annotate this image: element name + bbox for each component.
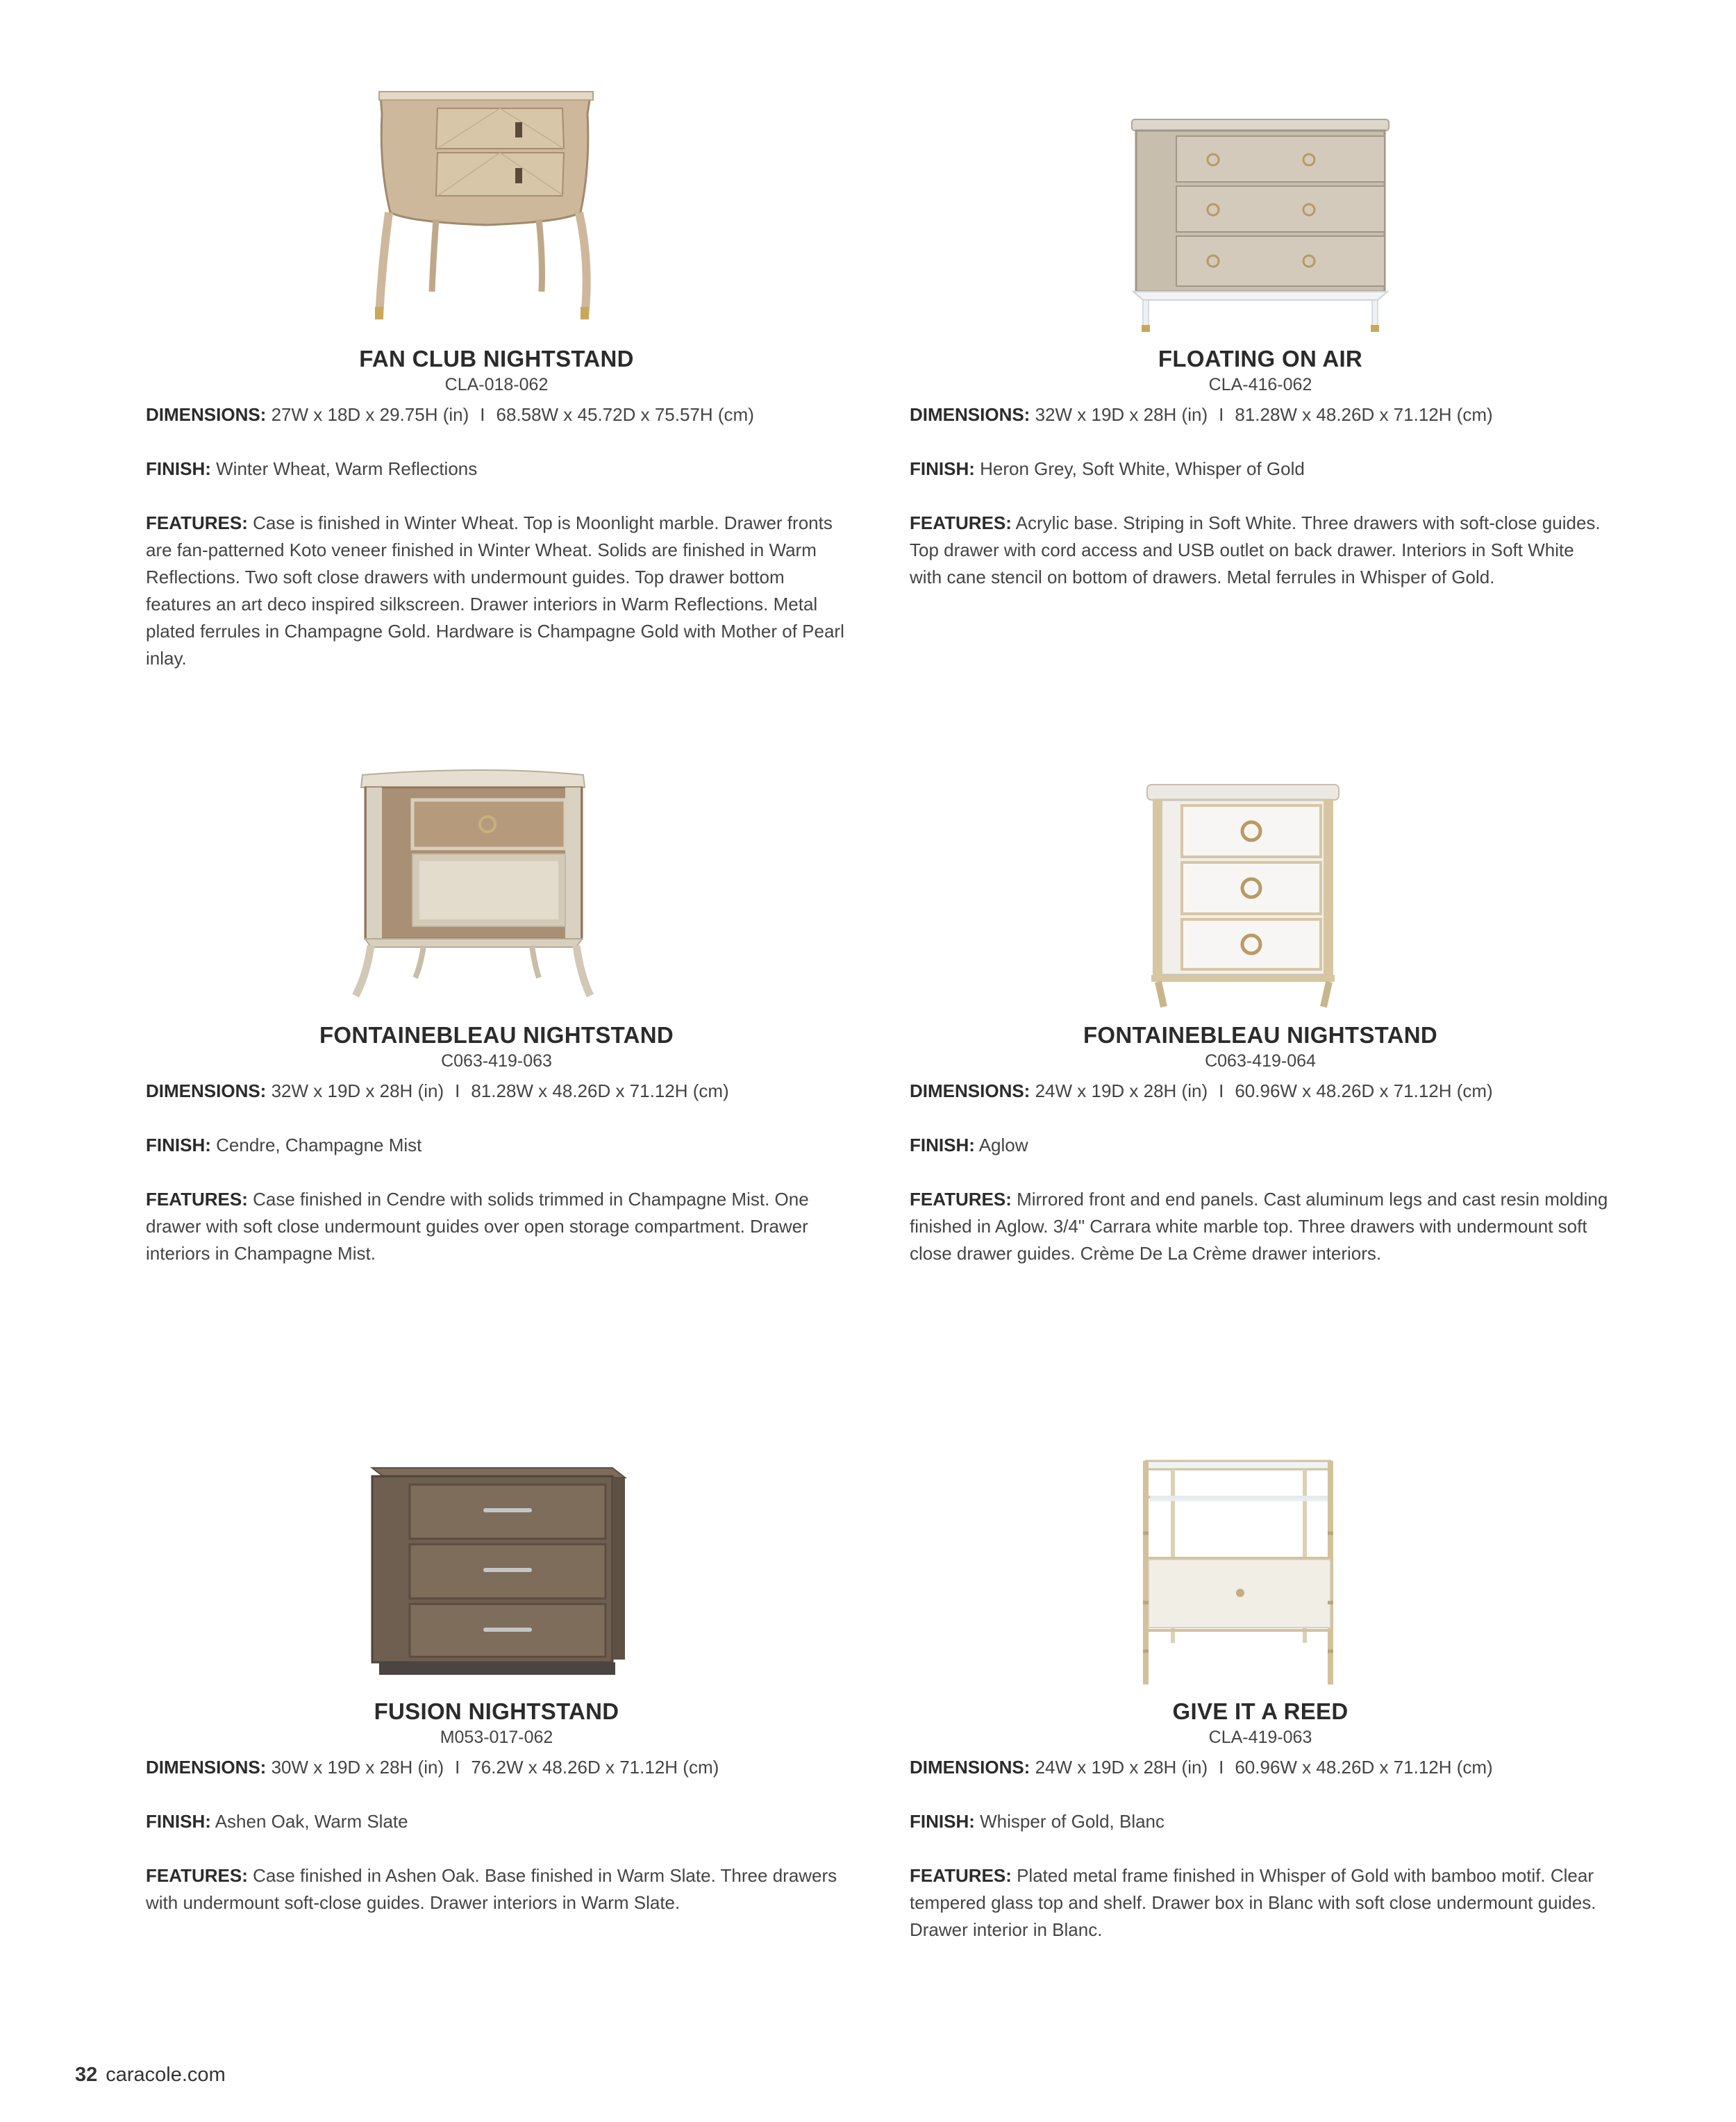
finish-value: Cendre, Champagne Mist [216, 1135, 422, 1155]
features-value: Case finished in Cendre with solids trimmed in Champagne Mist. One drawer with soft close undermount guides over open storage compartment. Drawer interiors in Champagne Mist. [146, 1189, 809, 1264]
finish-label: FINISH: [146, 1811, 211, 1832]
dimensions-cm: 81.28W x 48.26D x 71.12H (cm) [1235, 404, 1493, 425]
dimensions-cm: 76.2W x 48.26D x 71.12H (cm) [471, 1757, 719, 1778]
product-image [146, 83, 847, 333]
product-sku: CLA-416-062 [1208, 375, 1312, 394]
features-line [910, 1862, 1611, 1944]
nightstand-illustration [146, 760, 847, 1010]
product-image [910, 760, 1611, 1010]
product-image [910, 83, 1611, 333]
finish-label: FINISH: [146, 1135, 211, 1155]
product-sku: C063-419-064 [1205, 1051, 1316, 1071]
product-sku: CLA-018-062 [444, 375, 549, 394]
finish-label: FINISH: [910, 1135, 975, 1155]
dimensions-separator: I [455, 1757, 460, 1778]
features-label: FEATURES: [146, 1189, 248, 1210]
product-specs [910, 401, 1611, 618]
features-line [910, 510, 1611, 591]
finish-line [910, 1808, 1611, 1835]
dimensions-in: 32W x 19D x 28H (in) [271, 1080, 444, 1101]
product-sku: CLA-419-063 [1208, 1728, 1312, 1747]
finish-label: FINISH: [146, 458, 211, 479]
finish-value: Heron Grey, Soft White, Whisper of Gold [980, 458, 1305, 479]
dimensions-cm: 68.58W x 45.72D x 75.57H (cm) [496, 404, 754, 425]
dimensions-label: DIMENSIONS: [910, 1080, 1030, 1101]
finish-value: Ashen Oak, Warm Slate [215, 1811, 408, 1832]
finish-label: FINISH: [910, 1811, 975, 1832]
product-specs [910, 1078, 1611, 1294]
finish-line [910, 456, 1611, 483]
dimensions-separator: I [1219, 1080, 1224, 1101]
chest-illustration [910, 760, 1611, 1010]
finish-value: Aglow [978, 1135, 1028, 1155]
product-sku: M053-017-062 [440, 1728, 553, 1747]
features-value: Acrylic base. Striping in Soft White. Three drawers with soft-close guides. Top drawer with cord access and USB outlet on back drawer. Interiors in Soft White with cane stencil on bottom of drawers. Metal ferrules in Whisper of Gold. [910, 512, 1601, 587]
dimensions-label: DIMENSIONS: [910, 1757, 1030, 1778]
page-footer [75, 2064, 226, 2087]
product-image [146, 760, 847, 1010]
chest-illustration [146, 1436, 847, 1686]
chest-illustration [910, 83, 1611, 333]
dimensions-separator: I [1219, 1757, 1224, 1778]
features-value: Case is finished in Winter Wheat. Top is Moonlight marble. Drawer fronts are fan-patterned Koto veneer finished in Winter Wheat. Solids are finished in Warm Reflections. Two soft close drawers with undermount guides. Top drawer bottom features an art deco inspired silkscreen. Drawer interiors in Warm Reflections. Metal plated ferrules in Champagne Gold. Hardware is Champagne Gold with Mother of Pearl inlay. [146, 512, 844, 669]
finish-line [146, 456, 847, 483]
dimensions-line [146, 401, 847, 428]
product-specs [146, 1078, 847, 1294]
dimensions-cm: 60.96W x 48.26D x 71.12H (cm) [1235, 1757, 1493, 1778]
dimensions-label: DIMENSIONS: [910, 404, 1030, 425]
product-name: FAN CLUB NIGHTSTAND [359, 346, 634, 371]
dimensions-label: DIMENSIONS: [146, 404, 267, 425]
dimensions-cm: 60.96W x 48.26D x 71.12H (cm) [1235, 1080, 1493, 1101]
features-line [146, 510, 847, 672]
features-label: FEATURES: [146, 512, 248, 533]
dimensions-in: 30W x 19D x 28H (in) [271, 1757, 444, 1778]
side-table-illustration [910, 1436, 1611, 1686]
dimensions-line [910, 1078, 1611, 1105]
finish-value: Winter Wheat, Warm Reflections [216, 458, 478, 479]
dimensions-in: 27W x 18D x 29.75H (in) [271, 404, 469, 425]
dimensions-line [910, 401, 1611, 428]
finish-line [910, 1132, 1611, 1159]
dimensions-separator: I [455, 1080, 460, 1101]
product-specs [146, 1754, 847, 1944]
dimensions-label: DIMENSIONS: [146, 1080, 267, 1101]
product-sku: C063-419-063 [441, 1051, 552, 1071]
product-specs [146, 401, 847, 699]
features-label: FEATURES: [910, 512, 1012, 533]
features-label: FEATURES: [146, 1865, 248, 1886]
dimensions-line [910, 1754, 1611, 1781]
dimensions-in: 24W x 19D x 28H (in) [1035, 1080, 1208, 1101]
features-line [146, 1186, 847, 1267]
finish-line [146, 1808, 847, 1835]
finish-line [146, 1132, 847, 1159]
dimensions-label: DIMENSIONS: [146, 1757, 267, 1778]
site-url[interactable]: caracole.com [106, 2064, 226, 2086]
features-value: Plated metal frame finished in Whisper of Gold with bamboo motif. Clear tempered glass top and shelf. Drawer box in Blanc with soft close undermount guides. Drawer interior in Blanc. [910, 1865, 1596, 1940]
features-line [910, 1186, 1611, 1267]
product-name: FUSION NIGHTSTAND [374, 1698, 619, 1724]
features-label: FEATURES: [910, 1865, 1012, 1886]
features-value: Case finished in Ashen Oak. Base finished in Warm Slate. Three drawers with undermount soft-close guides. Drawer interiors in Warm Slate. [146, 1865, 837, 1913]
product-name: FLOATING ON AIR [1158, 346, 1363, 371]
dimensions-separator: I [1219, 404, 1224, 425]
product-image [146, 1436, 847, 1686]
product-name: FONTAINEBLEAU NIGHTSTAND [319, 1022, 674, 1048]
features-value: Mirrored front and end panels. Cast aluminum legs and cast resin molding finished in Aglow. 3/4" Carrara white marble top. Three drawers with undermount soft close drawer guides. Crème De La Crème drawer interiors. [910, 1189, 1608, 1264]
dimensions-line [146, 1078, 847, 1105]
finish-label: FINISH: [910, 458, 975, 479]
product-specs [910, 1754, 1611, 1971]
dimensions-in: 32W x 19D x 28H (in) [1035, 404, 1208, 425]
dimensions-in: 24W x 19D x 28H (in) [1035, 1757, 1208, 1778]
dimensions-cm: 81.28W x 48.26D x 71.12H (cm) [471, 1080, 729, 1101]
features-label: FEATURES: [910, 1189, 1012, 1210]
dimensions-separator: I [480, 404, 485, 425]
product-image [910, 1436, 1611, 1686]
product-name: FONTAINEBLEAU NIGHTSTAND [1083, 1022, 1438, 1048]
nightstand-illustration [146, 83, 847, 333]
dimensions-line [146, 1754, 847, 1781]
finish-value: Whisper of Gold, Blanc [980, 1811, 1165, 1832]
product-name: GIVE IT A REED [1172, 1698, 1349, 1724]
page-number: 32 [75, 2064, 98, 2086]
features-line [146, 1862, 847, 1916]
